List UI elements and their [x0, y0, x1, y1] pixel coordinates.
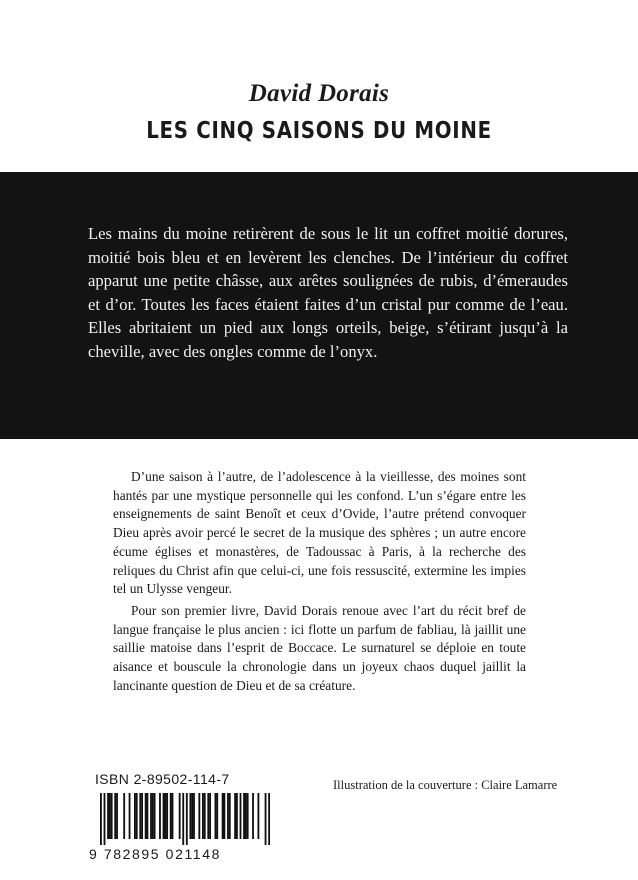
barcode-graphic — [100, 793, 270, 845]
barcode-bar — [222, 793, 224, 839]
barcode-bar — [216, 793, 218, 839]
barcode-bar — [159, 793, 161, 839]
barcode-bar — [243, 793, 245, 839]
barcode-bar — [234, 793, 236, 839]
barcode-bar — [163, 793, 165, 839]
blurb — [113, 468, 526, 695]
barcode-bar — [202, 793, 204, 839]
barcode-bar — [136, 793, 138, 839]
barcode-bar — [247, 793, 249, 839]
barcode-bar — [164, 793, 166, 839]
barcode-bar — [166, 793, 168, 839]
barcode-bar — [257, 793, 259, 839]
barcode-bar — [152, 793, 154, 839]
barcode-bar — [139, 793, 141, 839]
barcode-bar — [193, 793, 195, 839]
barcode-bar — [182, 793, 184, 845]
barcode-bar — [134, 793, 136, 839]
author-name: David Dorais — [248, 80, 390, 107]
barcode-bar — [209, 793, 211, 839]
barcode-bar — [107, 793, 109, 839]
barcode-bar — [191, 793, 193, 839]
barcode-bar — [189, 793, 191, 839]
blurb-paragraph-1: D’une saison à l’autre, de l’adolescence à la vieillesse, des moines sont hantés par une mystique personnelle qui les confond. L’un s’égare entre les enseignements de saint Benoît et ceux d’Ovide, l’autre prétend convoquer Dieu après avoir percé le secret de la musique des sphères ; un autre encore écume églises et monastères, de Tadoussac à Paris, à la recherche des reliques du Christ afin que celui-ci, une fois ressuscité, extermine les impies tel un Ulysse vengeur. — [113, 469, 526, 597]
barcode-bar — [204, 793, 206, 839]
barcode-bar — [145, 793, 147, 839]
barcode-bar — [116, 793, 118, 839]
barcode-digits: 9 782895 021148 — [89, 846, 221, 862]
barcode-bar — [111, 793, 113, 839]
barcode-bar — [129, 793, 131, 839]
barcode-bar — [150, 793, 152, 839]
barcode-bar — [104, 793, 106, 845]
barcode-bar — [198, 793, 200, 839]
barcode-bar — [109, 793, 111, 839]
barcode-bar — [252, 793, 254, 839]
barcode-bar — [179, 793, 181, 839]
barcode-bar — [268, 793, 270, 845]
barcode-bar — [265, 793, 267, 845]
barcode-bar — [229, 793, 231, 839]
excerpt-text: Les mains du moine retirèrent de sous le lit un coffret moitié dorures, moitié bois bleu et en levèrent les clenches. De l’intérieur du coffret apparut une petite châsse, aux arêtes soulignées de rubis, d’émeraudes et d’or. Toutes les faces étaient faites d’un cristal pur comme de l’eau. Elles abritaient un pied aux longs orteils, beige, s’étirant jusqu’à la cheville, avec des ongles comme de l’onyx. — [88, 224, 568, 361]
barcode-bar — [100, 793, 102, 845]
barcode-bar — [141, 793, 143, 839]
barcode-bar — [207, 793, 209, 839]
blurb-paragraph-2: Pour son premier livre, David Dorais renoue avec l’art du récit bref de langue française le plus ancien : ici flotte un parfum de fabliau, là jaillit une saillie matoise dans l’esprit de Boccace. Le surnaturel se déploie en toute aisance et bouscule la chronologie dans un joyeux chaos duquel jaillit la lancinante question de Dieu et de sa créature. — [113, 602, 526, 693]
barcode-bar — [227, 793, 229, 839]
barcode-bar — [154, 793, 156, 839]
barcode-bar — [170, 793, 172, 839]
barcode-bar — [240, 793, 242, 839]
illustration-credit: Illustration de la couverture : Claire Lamarre — [333, 778, 558, 792]
isbn-number: ISBN 2-89502-114-7 — [95, 771, 230, 787]
barcode-bar — [223, 793, 225, 839]
barcode-bar — [147, 793, 149, 839]
book-title: LES CINQ SAISONS DU MOINE — [146, 118, 492, 144]
barcode-bar — [186, 793, 188, 845]
barcode-bar — [172, 793, 174, 839]
barcode-bar — [114, 793, 116, 839]
barcode-bar — [236, 793, 238, 839]
barcode-bar — [123, 793, 125, 839]
barcode-bar — [245, 793, 247, 839]
barcode-bar — [215, 793, 217, 839]
